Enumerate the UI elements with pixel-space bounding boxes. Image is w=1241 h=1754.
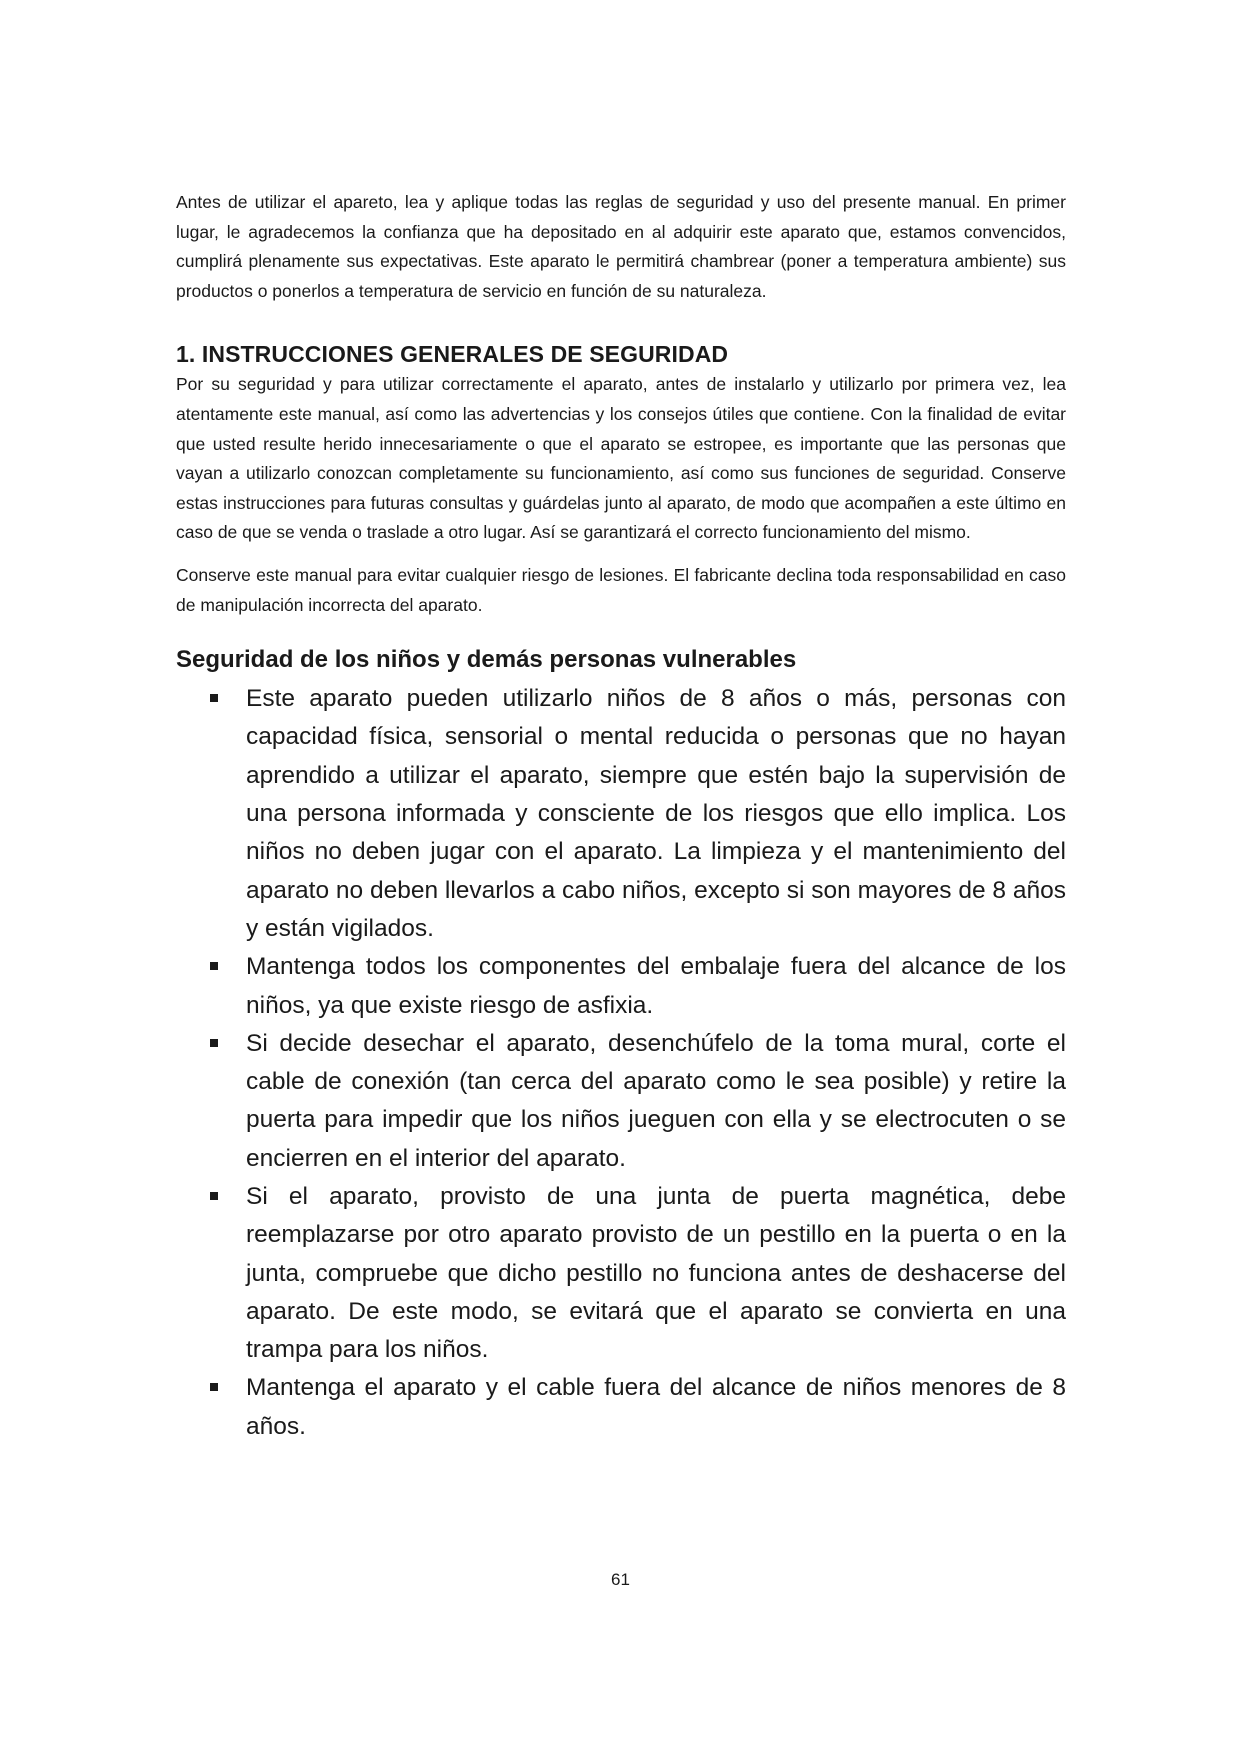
square-bullet-icon — [210, 962, 218, 970]
bullet-text: Mantenga el aparato y el cable fuera del alcance de niños menores de 8 años. — [246, 1374, 1066, 1440]
square-bullet-icon — [210, 1039, 218, 1047]
square-bullet-icon — [210, 1192, 218, 1200]
page-content — [176, 188, 1066, 1446]
bullet-text: Si decide desechar el aparato, desenchúfelo de la toma mural, corte el cable de conexión (tan cerca del aparato como le sea posible) y retire la puerta para impedir que los niños jueguen con ella y se electrocuten o se encierren en el interior del aparato. — [246, 1029, 1066, 1172]
bullet-text: Mantenga todos los componentes del embalaje fuera del alcance de los niños, ya que existe riesgo de asfixia. — [246, 953, 1066, 1019]
manual-paragraph: Conserve este manual para evitar cualquier riesgo de lesiones. El fabricante declina toda responsabilidad en caso de manipulación incorrecta del aparato. — [176, 564, 1066, 615]
intro-paragraph: Antes de utilizar el apareto, lea y aplique todas las reglas de seguridad y uso del presente manual. En primer lugar, le agradecemos la confianza que ha depositado en al adquirir este aparato que, estamos convencidos, cumplirá plenamente sus expectativas. Este aparato le permitirá chambrear (poner a temperatura ambiente) sus productos o ponerlos a temperatura de servicio en función de su naturaleza. — [176, 192, 1066, 301]
bullet-item — [246, 948, 1066, 1025]
safety-paragraph: Por su seguridad y para utilizar correctamente el aparato, antes de instalarlo y utilizarlo por primera vez, lea atentamente este manual, así como las advertencias y los consejos útiles que contiene. Con la finalidad de evitar que usted resulte herido innecesariamente o que el aparato se estropee, es importante que las personas que vayan a utilizarlo conozcan completamente su funcionamiento, así como sus funciones de seguridad. Conserve estas instrucciones para futuras consultas y guárdelas junto al aparato, de modo que acompañen a este último en caso de que se venda o traslade a otro lugar. Así se garantizará el correcto funcionamiento del mismo. — [176, 374, 1066, 543]
bullet-text: Si el aparato, provisto de una junta de puerta magnética, debe reemplazarse por otro aparato provisto de un pestillo en la puerta o en la junta, compruebe que dicho pestillo no funciona antes de deshacerse del aparato. De este modo, se evitará que el aparato se convierta en una trampa para los niños. — [246, 1182, 1066, 1364]
page-number: 61 — [611, 1570, 630, 1589]
section-title: 1. INSTRUCCIONES GENERALES DE SEGURIDAD — [176, 341, 729, 368]
square-bullet-icon — [210, 694, 218, 702]
bullet-item — [246, 1369, 1066, 1446]
bullet-list — [176, 680, 1066, 1446]
bullet-item — [246, 1025, 1066, 1178]
bullet-item — [246, 680, 1066, 948]
bullet-text: Este aparato pueden utilizarlo niños de 8 años o más, personas con capacidad física, sensorial o mental reducida o personas que no hayan aprendido a utilizar el aparato, siempre que estén bajo la supervisión de una persona informada y consciente de los riesgos que ello implica. Los niños no deben jugar con el aparato. La limpieza y el mantenimiento del aparato no deben llevarlos a cabo niños, excepto si son mayores de 8 años y están vigilados. — [246, 685, 1066, 942]
bullet-item — [246, 1178, 1066, 1369]
subsection-title: Seguridad de los niños y demás personas vulnerables — [176, 646, 797, 674]
square-bullet-icon — [210, 1383, 218, 1391]
